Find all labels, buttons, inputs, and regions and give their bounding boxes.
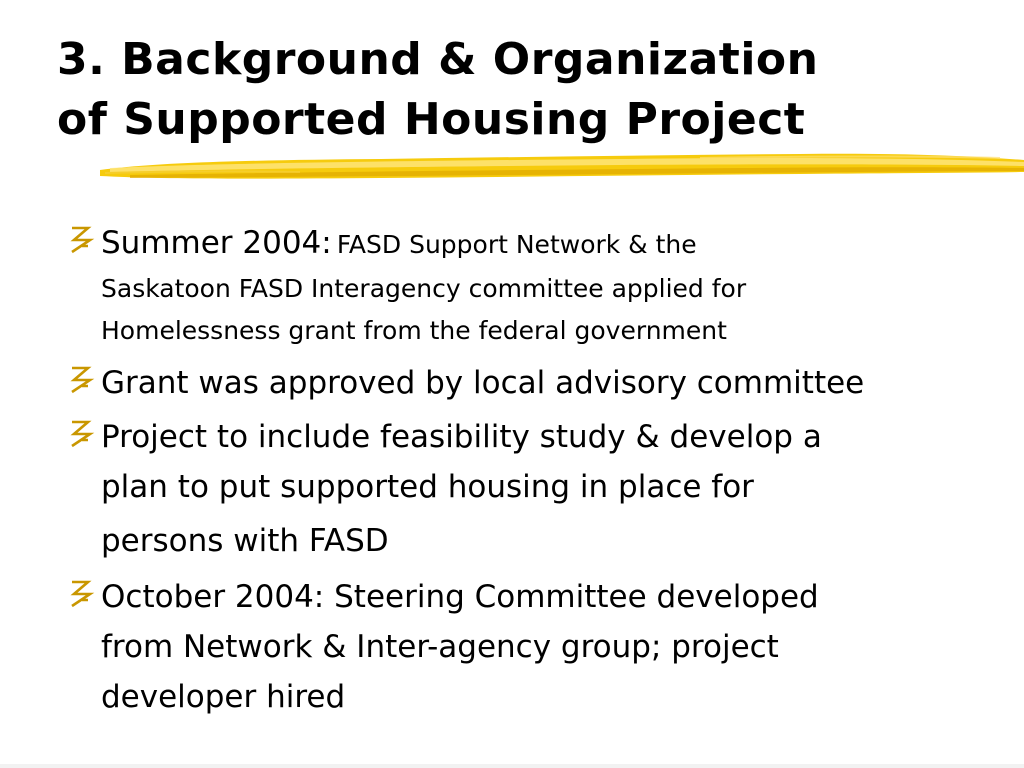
zigzag-bullet-icon xyxy=(64,578,96,610)
bullet-4-line-2: from Network & Inter-agency group; project xyxy=(101,629,779,665)
slide-bottom-edge xyxy=(0,764,1024,768)
bullet-4-line-1: October 2004: Steering Committee developed xyxy=(101,579,819,615)
bullet-2-text: Grant was approved by local advisory committee xyxy=(101,365,865,401)
zigzag-bullet-icon xyxy=(64,364,96,396)
bullet-4-line-3: developer hired xyxy=(101,679,346,715)
slide-title xyxy=(57,30,818,150)
bullet-list xyxy=(64,218,1004,730)
zigzag-bullet-icon xyxy=(64,224,96,256)
bullet-3-line-3: persons with FASD xyxy=(101,523,389,559)
zigzag-bullet-icon xyxy=(64,418,96,450)
bullet-1-lead: Summer 2004: xyxy=(101,225,332,261)
title-line-1: 3. Background & Organization xyxy=(57,34,819,85)
bullet-3-line-2: plan to put supported housing in place for xyxy=(101,469,754,505)
bullet-3-line-1: Project to include feasibility study & develop a xyxy=(101,419,822,455)
bullet-item xyxy=(64,412,1004,570)
bullet-1-line-3: Homelessness grant from the federal government xyxy=(101,316,727,345)
bullet-1-line-1: FASD Support Network & the xyxy=(336,230,697,259)
highlighter-stroke xyxy=(100,146,1024,188)
bullet-item xyxy=(64,572,1004,722)
bullet-1-line-2: Saskatoon FASD Interagency committee applied for xyxy=(101,274,747,303)
bullet-item xyxy=(64,358,1004,408)
bullet-item xyxy=(64,218,1004,352)
title-line-2: of Supported Housing Project xyxy=(57,94,806,145)
